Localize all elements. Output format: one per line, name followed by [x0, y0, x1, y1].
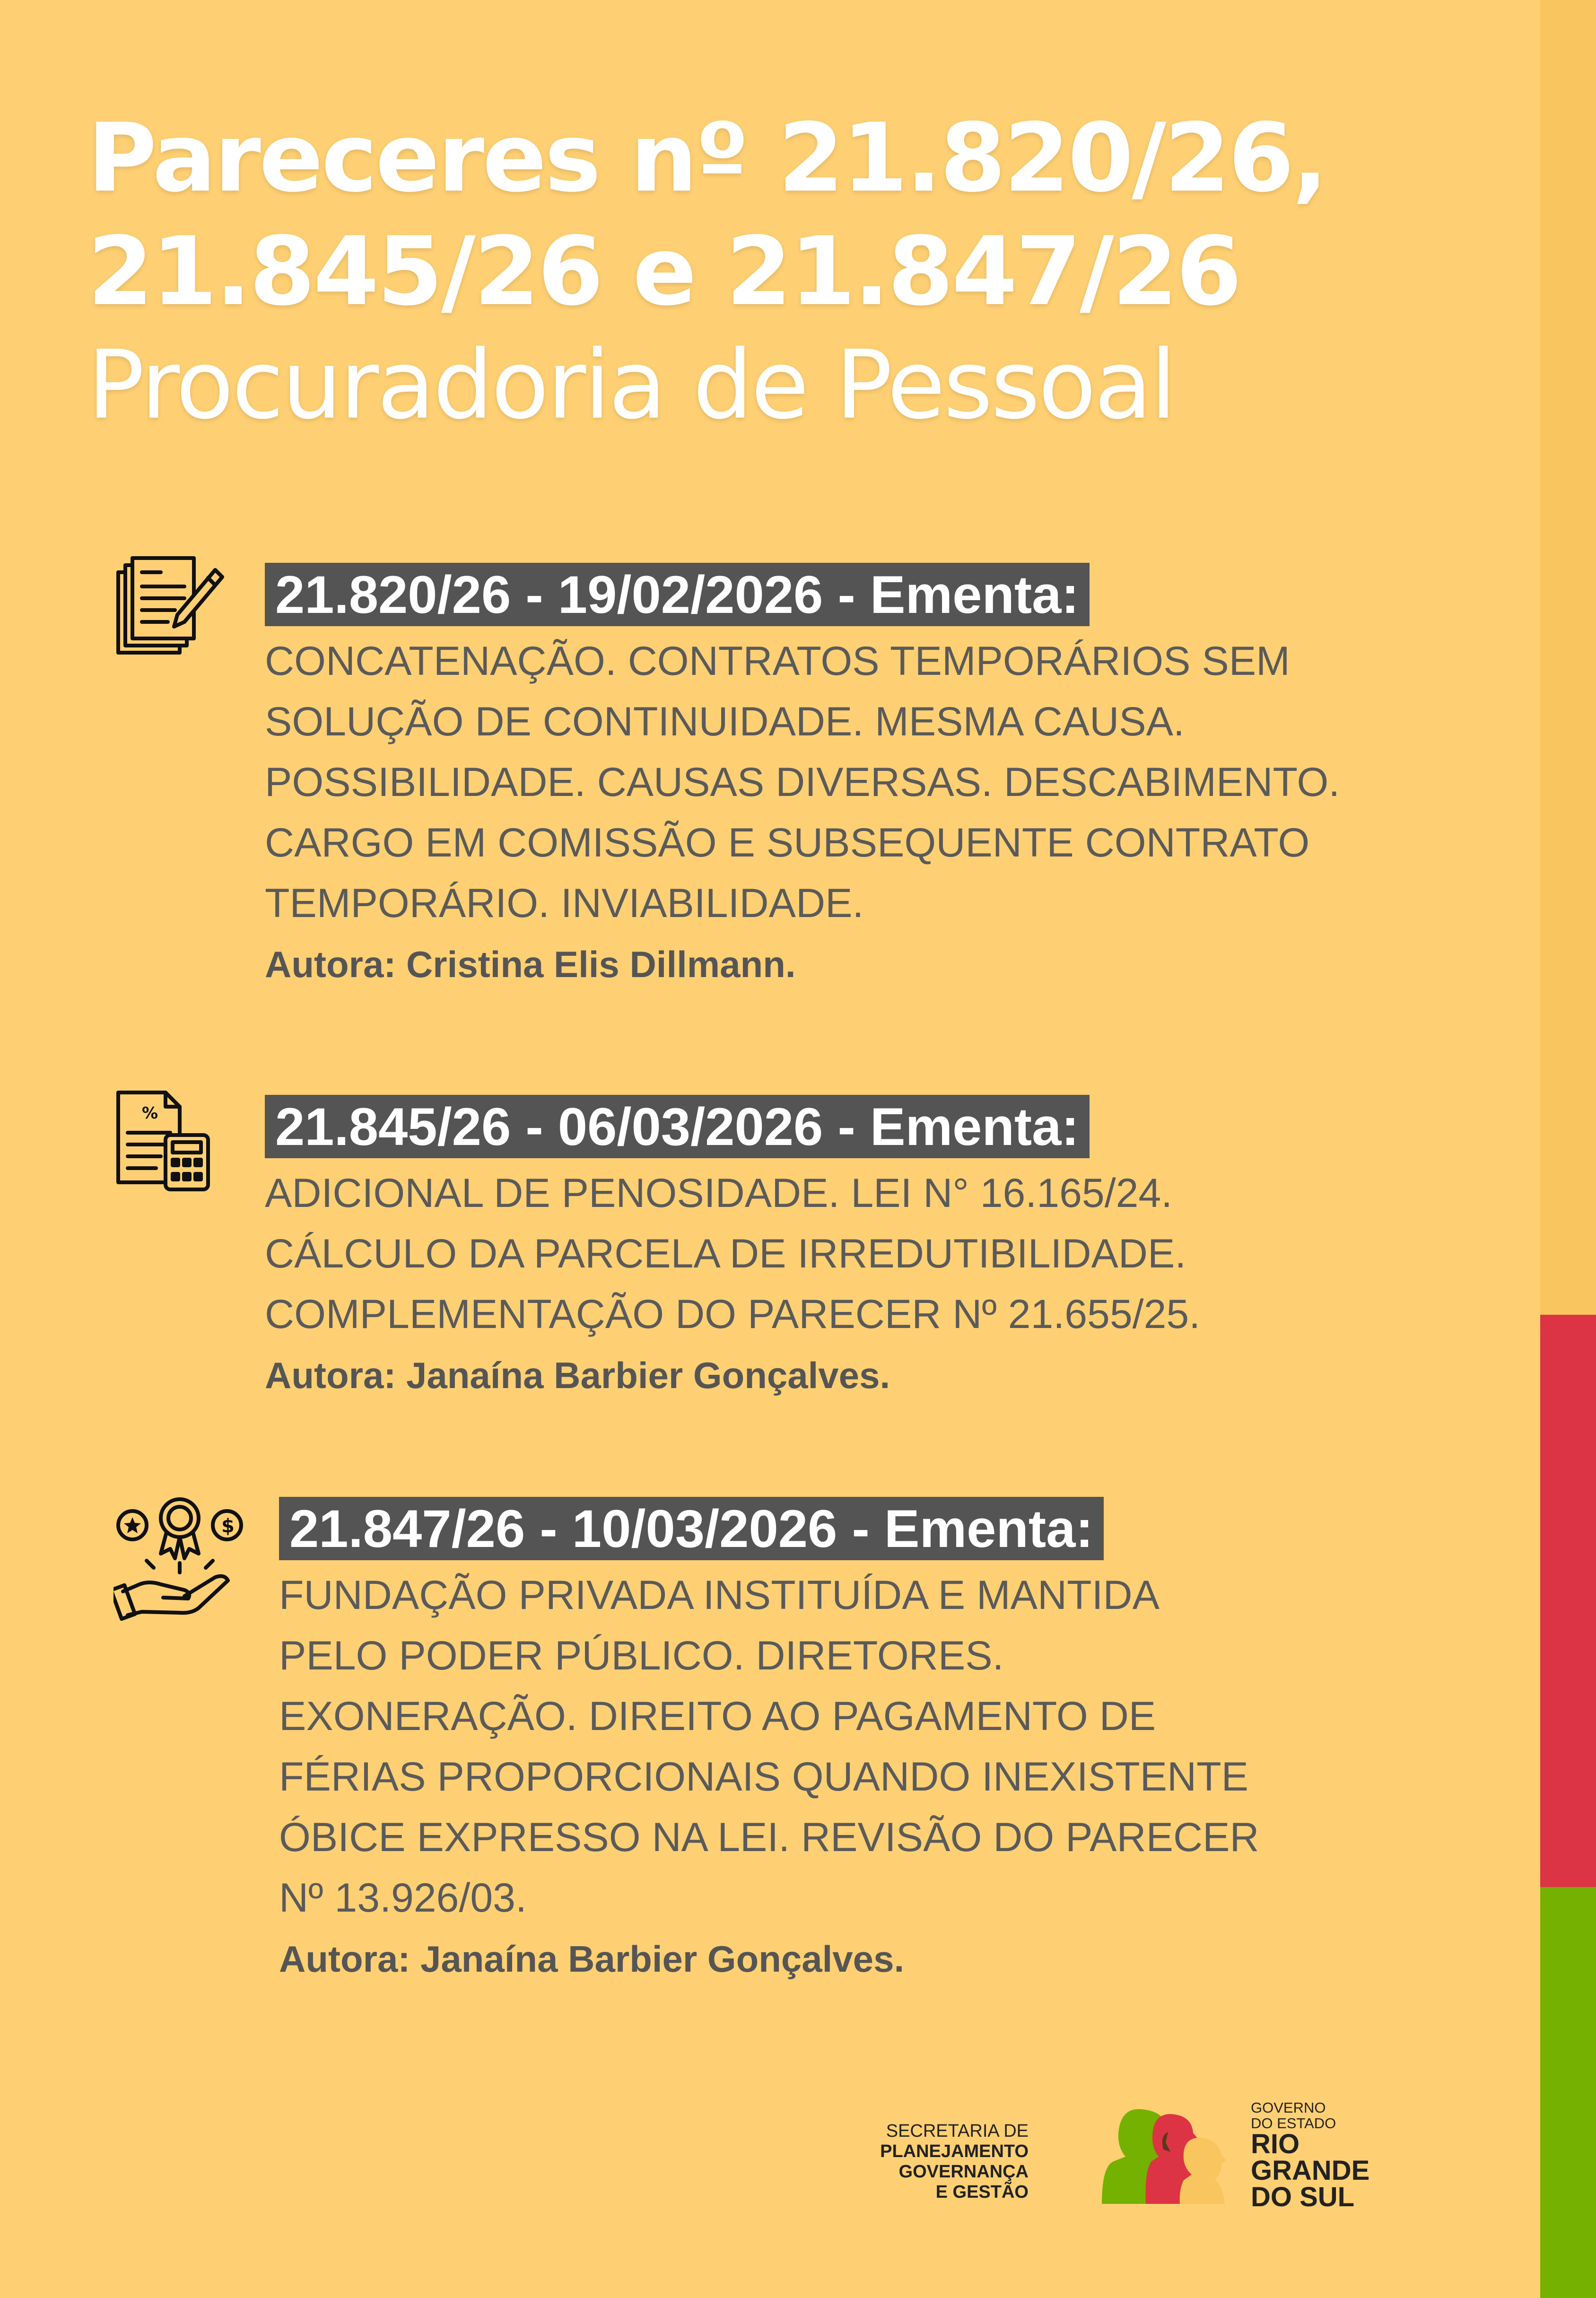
entry-heading: 21.847/26 - 10/03/2026 - Ementa: — [279, 1497, 1104, 1560]
parecer-entry-2 — [265, 1095, 1200, 1401]
title-line-3: Procuradoria de Pessoal — [87, 330, 1175, 440]
footer-logos — [880, 2095, 1400, 2218]
parecer-entry-3 — [279, 1497, 1259, 1985]
secretaria-line-2: PLANEJAMENTO — [880, 2141, 1029, 2161]
secretaria-logo-text — [880, 2121, 1029, 2202]
entry-author: Autora: Cristina Elis Dillmann. — [265, 944, 796, 985]
svg-text:%: % — [142, 1104, 158, 1123]
side-stripe-red — [1540, 1315, 1596, 1887]
gov-line-4: GRANDE — [1251, 2155, 1370, 2186]
gov-line-3: RIO — [1251, 2129, 1300, 2159]
document-calculator-icon — [113, 1088, 213, 1192]
entry-heading: 21.820/26 - 19/02/2026 - Ementa: — [265, 563, 1090, 626]
gov-line-1: GOVERNO — [1251, 2099, 1326, 2116]
parecer-entry-1 — [265, 563, 1340, 990]
secretaria-line-4: E GESTÃO — [935, 2182, 1029, 2202]
entry-summary: ADICIONAL DE PENOSIDADE. LEI N° 16.165/24. CÁLCULO DA PARCELA DE IRREDUTIBILIDADE. COMPLEMENTAÇÃO DO PARECER Nº 21.655/25. — [265, 1171, 1201, 1337]
hand-award-icon — [113, 1490, 246, 1622]
rs-government-logo-text — [1251, 2100, 1369, 2211]
secretaria-line-1: SECRETARIA DE — [886, 2121, 1029, 2141]
secretaria-line-3: GOVERNANÇA — [898, 2162, 1029, 2182]
entry-summary: FUNDAÇÃO PRIVADA INSTITUÍDA E MANTIDA PELO PODER PÚBLICO. DIRETORES. EXONERAÇÃO. DIREITO AO PAGAMENTO DE FÉRIAS PROPORCIONAIS QUANDO INEXISTENTE ÓBICE EXPRESSO NA LEI. REVISÃO DO PARECER Nº 13.926/03. — [279, 1573, 1259, 1921]
side-stripe-green — [1540, 1887, 1596, 2298]
title-line-1: Pareceres nº 21.820/26, — [87, 103, 1326, 213]
page-title — [87, 102, 1326, 442]
entry-author: Autora: Janaína Barbier Gonçalves. — [279, 1938, 905, 1980]
document-pen-icon — [113, 553, 227, 657]
rs-government-silhouettes-logo — [1099, 2095, 1237, 2206]
svg-text:$: $ — [221, 1515, 235, 1537]
entry-author: Autora: Janaína Barbier Gonçalves. — [265, 1354, 890, 1396]
title-line-2: 21.845/26 e 21.847/26 — [87, 217, 1240, 327]
gov-line-5: DO SUL — [1251, 2182, 1355, 2212]
entry-summary: CONCATENAÇÃO. CONTRATOS TEMPORÁRIOS SEM SOLUÇÃO DE CONTINUIDADE. MESMA CAUSA. POSSIBILIDADE. CAUSAS DIVERSAS. DESCABIMENTO. CARGO EM COMISSÃO E SUBSEQUENTE CONTRATO TEMPORÁRIO. INVIABILIDADE. — [265, 638, 1340, 926]
side-stripe-yellow — [1540, 0, 1596, 1315]
entry-heading: 21.845/26 - 06/03/2026 - Ementa: — [265, 1095, 1090, 1158]
gov-line-2: DO ESTADO — [1251, 2115, 1336, 2132]
